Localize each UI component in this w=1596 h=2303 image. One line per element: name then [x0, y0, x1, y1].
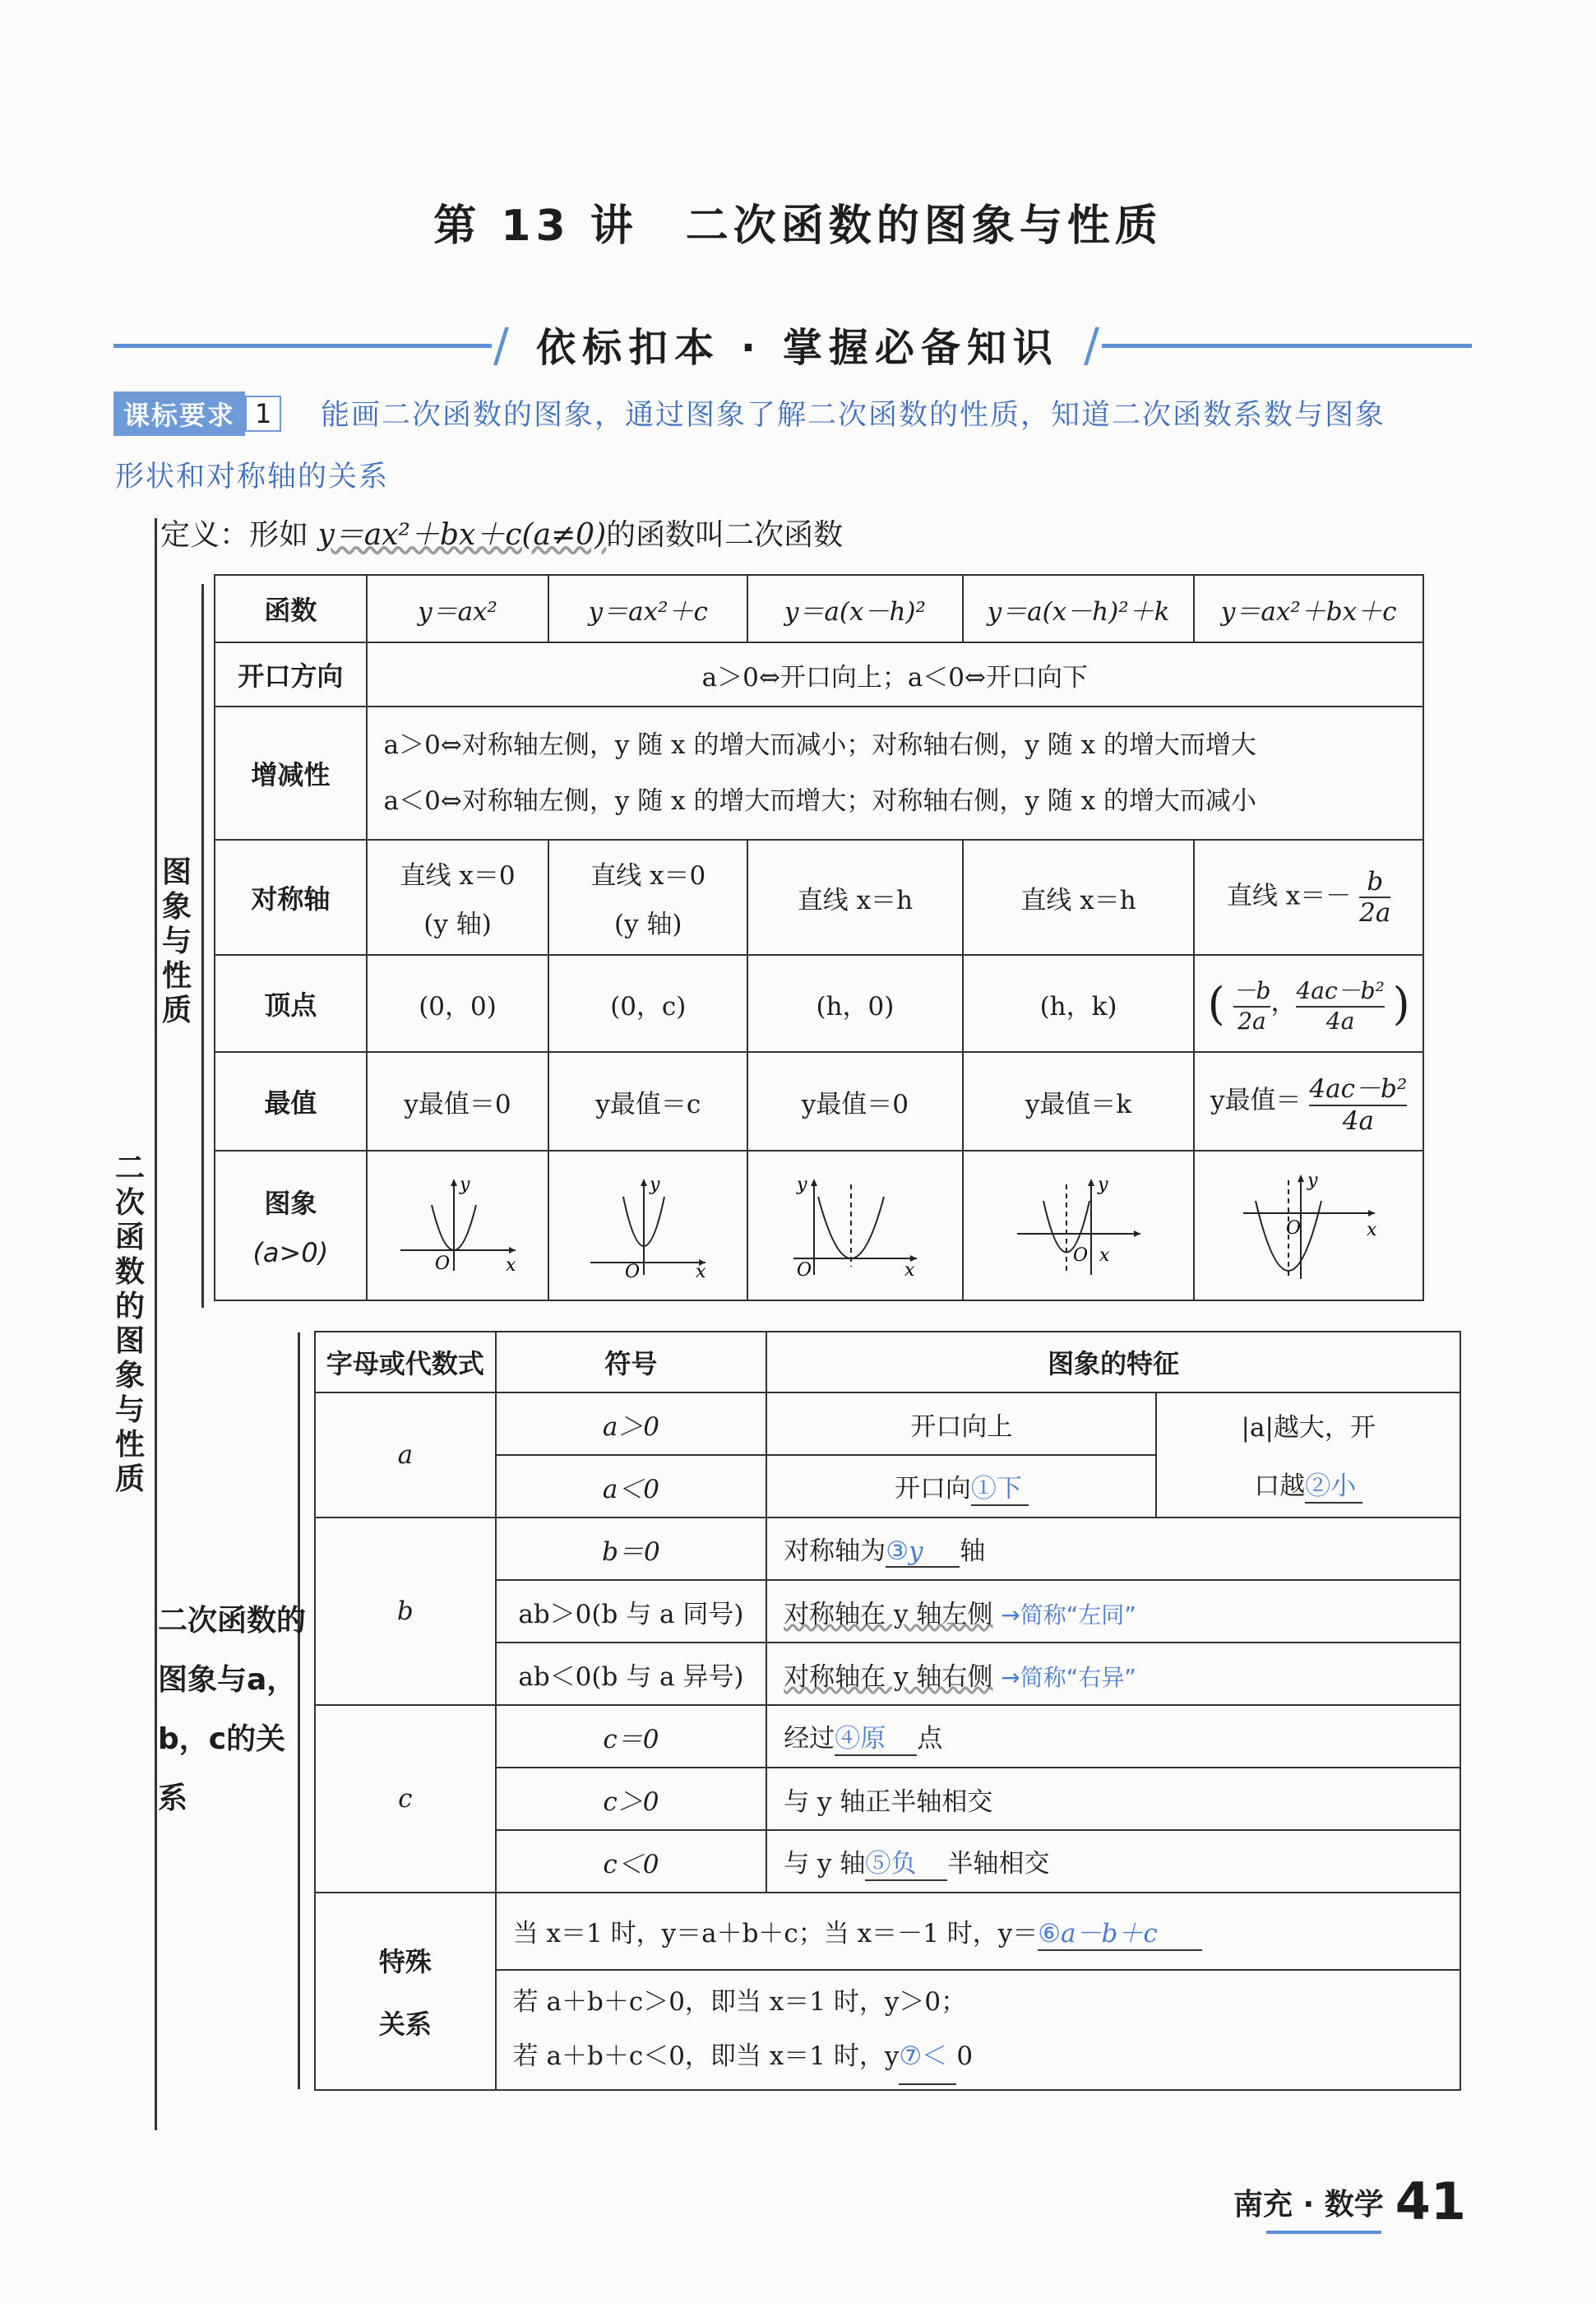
extreme-1: y最值＝0: [367, 1052, 549, 1151]
requirement-label: 课标要求: [113, 392, 245, 436]
feature-c-neg-text: 与 y 轴: [784, 1848, 866, 1879]
definition-prefix: 定义：形如: [160, 518, 318, 552]
special-3-suffix: 0: [956, 2041, 974, 2071]
feature-c-pos: 与 y 轴正半轴相交: [766, 1768, 1460, 1830]
col-header-letter: 字母或代数式: [315, 1332, 496, 1392]
axis-1-note: (y 轴): [423, 910, 492, 939]
extreme-3: y最值＝0: [747, 1052, 963, 1151]
extreme-4: y最值＝k: [963, 1052, 1195, 1151]
vertex-5-bden: 2a: [1237, 1007, 1266, 1035]
answer-2: 小: [1330, 1471, 1357, 1501]
col-header-sign: 符号: [496, 1332, 767, 1392]
vertex-5-cnum: 4ac－b²: [1296, 973, 1384, 1008]
graph-3: [747, 1151, 963, 1300]
monotonic-line-1: a＞0⇔对称轴左侧，y 随 x 的增大而减小；对称轴右侧，y 随 x 的增大而增大: [383, 730, 1256, 760]
extreme-2: y最值＝c: [548, 1052, 747, 1151]
origin-label: O: [1285, 1218, 1301, 1239]
parabola-graph-3: [785, 1172, 925, 1279]
feature-c-zero-text: 经过: [784, 1723, 835, 1754]
feature-b-zero: [766, 1518, 1460, 1580]
func-5: y＝ax²＋bx＋c: [1194, 575, 1423, 642]
extreme-5-den: 4a: [1342, 1105, 1374, 1136]
answer-7: ＜: [922, 2041, 948, 2071]
definition-formula: y＝ax²＋bx＋c(a≠0): [317, 518, 607, 552]
opening-text: a＞0⇔开口向上；a＜0⇔开口向下: [367, 642, 1423, 707]
feature-a-neg-text: 开口向: [894, 1473, 971, 1504]
axis-5-num: b: [1359, 867, 1390, 898]
axis-1-line: 直线 x＝0: [400, 861, 516, 891]
vertex-2: (0，c): [548, 955, 747, 1052]
row-header-axis: 对称轴: [215, 840, 367, 955]
feature-b-zero-suffix: 轴: [960, 1536, 986, 1566]
axis-x-label: x: [904, 1260, 915, 1279]
vertex-5-bnum: b: [1256, 976, 1271, 1004]
definition-suffix: 的函数叫二次函数: [606, 518, 844, 552]
func-3: y＝a(x－h)²: [747, 575, 963, 642]
feature-b-zero-text: 对称轴为: [784, 1536, 886, 1566]
table-row: [215, 840, 1423, 955]
col-header-feature: 图象的特征: [766, 1332, 1460, 1392]
table-row: [215, 575, 1423, 642]
sign-a-pos: a＞0: [496, 1392, 767, 1455]
answer-5: 负: [891, 1848, 917, 1879]
axis-5-prefix: 直线 x＝－: [1226, 881, 1352, 911]
graph-condition: (a>0): [252, 1237, 329, 1268]
axis-x-label: x: [696, 1262, 706, 1279]
vertex-5-cden: 4a: [1325, 1007, 1355, 1035]
row-header-extreme: 最值: [215, 1052, 367, 1151]
feature-a-neg: [766, 1455, 1156, 1518]
sign-a-neg: a＜0: [496, 1455, 767, 1518]
graph-vertical-label: 图象与性质: [161, 855, 192, 1027]
slash-right: /: [1084, 319, 1099, 373]
note-left-same: 简称“左同”: [1020, 1601, 1136, 1629]
mark-1: ①: [970, 1473, 997, 1504]
special-row-2: [496, 1970, 1460, 2090]
requirement-text: 能画二次函数的图象，通过图象了解二次函数的性质，知道二次函数系数与图象: [321, 399, 1386, 432]
feature-b-diff: 对称轴在 y 轴右侧 →简称“右异”: [766, 1643, 1460, 1705]
axis-y-label: y: [650, 1175, 660, 1195]
axis-x-label: x: [1366, 1220, 1377, 1240]
parabola-graph-1: [392, 1172, 524, 1279]
extreme-5-prefix: y最值＝: [1210, 1085, 1302, 1115]
axis-y-label: y: [796, 1175, 807, 1195]
special-2-text: 若 a＋b＋c＞0，即当 x＝1 时，y＞0；: [512, 1987, 967, 2017]
feature-c-neg-suffix: 半轴相交: [947, 1848, 1050, 1879]
row-header-function: 函数: [215, 575, 367, 642]
row-header-graph: [215, 1151, 367, 1300]
table-row: [315, 1893, 1460, 1970]
axis-x-label: x: [1099, 1245, 1109, 1266]
origin-label: O: [434, 1253, 450, 1274]
axis-x-label: x: [505, 1255, 516, 1276]
mark-7: ⑦: [899, 2041, 923, 2071]
main-vertical-label: 二次函数的图象与性质: [114, 1152, 145, 1496]
special-row-1: [496, 1893, 1460, 1970]
axis-4: 直线 x＝h: [963, 840, 1195, 955]
page-number: 41: [1395, 2171, 1467, 2231]
footer-label: 南充 · 数学: [1233, 2188, 1384, 2222]
main-brace: [155, 518, 157, 2130]
sign-b-same: ab＞0(b 与 a 同号): [496, 1580, 767, 1643]
feature-b-same-text: 对称轴在 y 轴左侧: [784, 1599, 993, 1629]
footer: [1233, 2171, 1466, 2231]
requirement-text-2: 形状和对称轴的关系: [115, 461, 390, 494]
mark-6: ⑥: [1038, 1918, 1062, 1949]
section-rule-left: [113, 344, 492, 348]
feature-c-neg: [766, 1830, 1460, 1893]
table-row: [315, 1392, 1460, 1455]
note-right-diff: 简称“右异”: [1020, 1663, 1136, 1691]
monotonic-cell: [367, 707, 1423, 840]
axis-y-label: y: [1307, 1170, 1318, 1191]
mark-3: ③: [886, 1536, 909, 1566]
axis-3: 直线 x＝h: [747, 840, 963, 955]
mark-4: ④: [835, 1723, 861, 1754]
sign-b-zero: b＝0: [496, 1518, 767, 1580]
graph-5: [1194, 1151, 1423, 1300]
graph-4: [963, 1151, 1195, 1300]
axis-y-label: y: [459, 1175, 470, 1195]
definition: [160, 512, 843, 554]
feature-a-pos: 开口向上: [766, 1392, 1156, 1455]
a-extra-line-1: |a|越大，开: [1241, 1413, 1376, 1443]
func-2: y＝ax²＋c: [548, 575, 747, 642]
feature-a-extra: [1156, 1392, 1460, 1518]
slash-left: /: [493, 319, 509, 373]
table-row: [315, 1705, 1460, 1768]
coefficient-table: [314, 1331, 1461, 2091]
footer-rule: [1266, 2231, 1381, 2234]
graph-1: [367, 1151, 549, 1300]
row-header-vertex: 顶点: [215, 955, 367, 1052]
origin-label: O: [1072, 1245, 1088, 1266]
answer-1: 下: [996, 1473, 1022, 1504]
origin-label: O: [625, 1262, 641, 1279]
axis-2-note: (y 轴): [613, 910, 682, 939]
special-1-text: 当 x＝1 时，y＝a＋b＋c；当 x＝－1 时，y＝: [512, 1918, 1039, 1949]
requirement-number: 1: [245, 396, 281, 432]
letter-b: b: [315, 1518, 496, 1705]
row-header-monotonic: 增减性: [215, 707, 367, 840]
section-rule-right: [1102, 344, 1472, 348]
table-row: [315, 1332, 1460, 1392]
mark-2: ②: [1305, 1471, 1331, 1501]
func-1: y＝ax²: [367, 575, 549, 642]
func-4: y＝a(x－h)²＋k: [963, 575, 1195, 642]
special-label-1: 特殊: [378, 1946, 432, 1977]
feature-b-diff-text: 对称轴在 y 轴右侧: [784, 1661, 993, 1692]
table-row: [215, 1151, 1423, 1300]
feature-c-zero-suffix: 点: [917, 1723, 943, 1754]
letter-c: c: [315, 1705, 496, 1893]
parabola-graph-5: [1235, 1168, 1383, 1283]
table-row: [215, 642, 1423, 707]
axis-2-line: 直线 x＝0: [590, 861, 706, 891]
vertex-5: ( $\frac{-b}{2a}$ ， $\frac{\text{4ac－b²}}{4a}$ ): [1194, 955, 1423, 1052]
section-title: 依标扣本 · 掌握必备知识: [536, 325, 1059, 371]
origin-label: O: [796, 1260, 812, 1279]
special-label: [315, 1893, 496, 2090]
requirement-badge: [113, 393, 281, 434]
axis-5-den: 2a: [1359, 898, 1391, 928]
special-3-text: 若 a＋b＋c＜0，即当 x＝1 时，y: [512, 2041, 900, 2071]
letter-a: a: [315, 1392, 496, 1518]
sign-c-pos: c＞0: [496, 1768, 767, 1830]
monotonic-line-2: a＜0⇔对称轴左侧，y 随 x 的增大而增大；对称轴右侧，y 随 x 的增大而减小: [383, 786, 1256, 816]
vertex-3: (h，0): [747, 955, 963, 1052]
page-title: 第 13 讲 二次函数的图象与性质: [433, 202, 1163, 251]
sign-c-zero: c＝0: [496, 1705, 767, 1768]
feature-b-same: 对称轴在 y 轴左侧 →简称“左同”: [766, 1580, 1460, 1643]
extreme-5: [1194, 1052, 1423, 1151]
axis-5: [1194, 840, 1423, 955]
properties-table: [214, 574, 1424, 1301]
table-row: [215, 955, 1423, 1052]
table-row: [315, 1518, 1460, 1580]
vertex-4: (h，k): [963, 955, 1195, 1052]
mark-5: ⑤: [865, 1848, 891, 1879]
axis-2: [548, 840, 747, 955]
axis-y-label: y: [1097, 1175, 1108, 1195]
feature-c-zero: [766, 1705, 1460, 1768]
table-row: [215, 1052, 1423, 1151]
sign-c-neg: c＜0: [496, 1830, 767, 1893]
a-extra-line-2: 口越: [1254, 1471, 1306, 1501]
answer-6: a－b＋c: [1061, 1918, 1158, 1949]
special-label-2: 关系: [378, 2009, 432, 2040]
relation-label: 二次函数的图象与a，b，c的关系: [158, 1604, 307, 1815]
graph-2: [548, 1151, 747, 1300]
parabola-graph-2: [582, 1172, 714, 1279]
row-header-opening: 开口方向: [215, 642, 367, 707]
answer-4: 原: [860, 1723, 886, 1754]
parabola-graph-4: [1009, 1172, 1149, 1279]
graph-label: 图象: [264, 1188, 317, 1219]
vertex-1: (0，0): [367, 955, 549, 1052]
table-row: [215, 707, 1423, 840]
extreme-5-num: 4ac－b²: [1309, 1068, 1407, 1106]
answer-3: y: [908, 1536, 923, 1566]
axis-1: [367, 840, 549, 955]
sign-b-diff: ab＜0(b 与 a 异号): [496, 1643, 767, 1705]
graph-brace: [201, 584, 204, 1308]
